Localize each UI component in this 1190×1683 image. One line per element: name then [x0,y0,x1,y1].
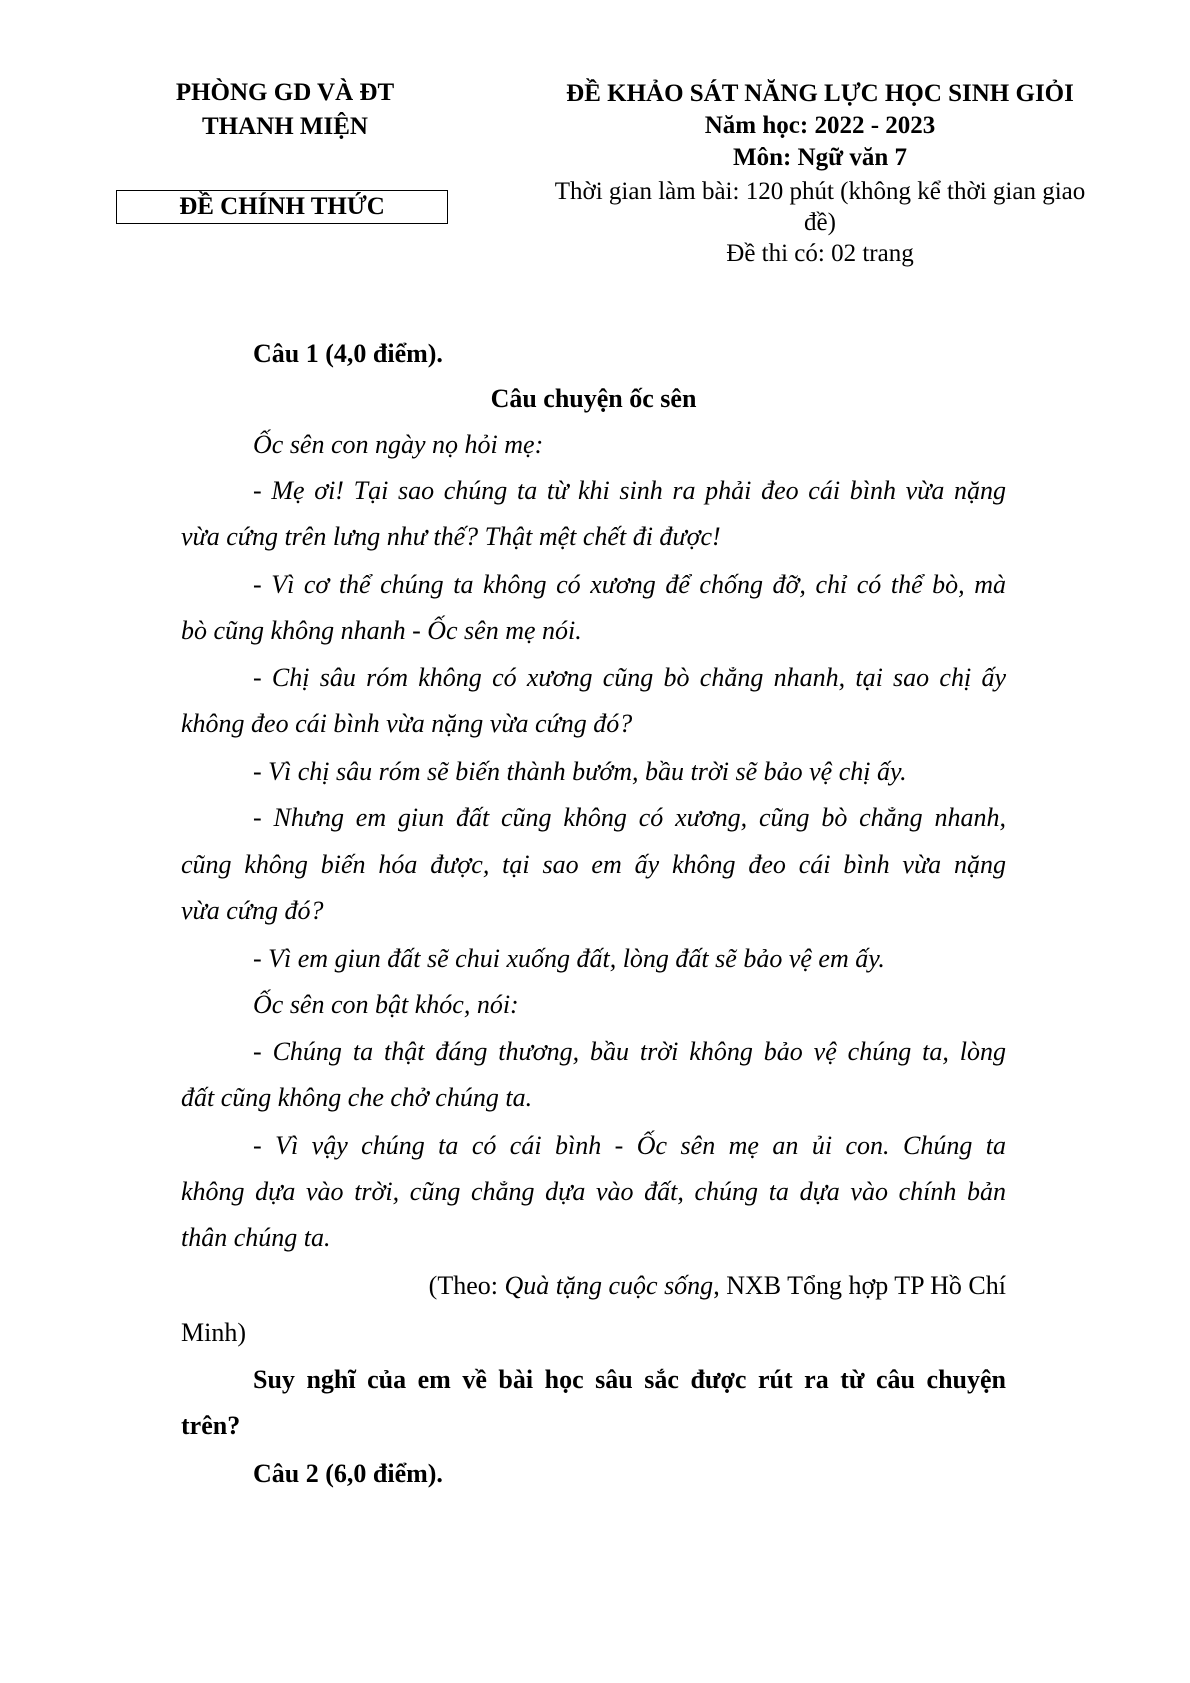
source-citation [181,1262,1006,1310]
story-line: Ốc sên con bật khóc, nói: [253,990,519,1019]
subject: Môn: Ngữ văn 7 [732,144,908,171]
source-prefix: (Theo: [428,1271,505,1300]
story-line: - Vì cơ thể chúng ta không có xương để chống đỡ, chỉ có thể bò, mà [253,570,1006,599]
story-title: Câu chuyện ốc sên [490,384,697,413]
source-book-title: Quà tặng cuộc sống [504,1271,714,1300]
district-name: THANH MIỆN [202,113,368,140]
question1-task-line2: trên? [181,1411,241,1440]
source-citation-line2: Minh) [181,1318,246,1347]
story-line: cũng không biến hóa được, tại sao em ấy không đeo cái bình vừa nặng [181,850,1006,879]
story-line: vừa cứng trên lưng như thế? Thật mệt chết đi được! [181,522,721,551]
story-line: - Mẹ ơi! Tại sao chúng ta từ khi sinh ra phải đeo cái bình vừa nặng [253,476,1006,505]
story-line: - Vì chị sâu róm sẽ biến thành bướm, bầu trời sẽ bảo vệ chị ấy. [253,757,907,786]
school-year: Năm học: 2022 - 2023 [704,112,936,139]
source-suffix: , NXB Tổng hợp TP Hồ Chí [713,1271,1006,1300]
story-line: - Vì em giun đất sẽ chui xuống đất, lòng đất sẽ bảo vệ em ấy. [253,944,885,973]
story-line: Ốc sên con ngày nọ hỏi mẹ: [253,430,544,459]
story-line: - Vì vậy chúng ta có cái bình - Ốc sên mẹ an ủi con. Chúng ta [253,1131,1006,1160]
story-line: bò cũng không nhanh - Ốc sên mẹ nói. [181,616,582,645]
story-line: - Nhưng em giun đất cũng không có xương, cũng bò chẳng nhanh, [253,803,1006,832]
time-allowed-line2: đề) [804,209,836,236]
time-allowed-line1: Thời gian làm bài: 120 phút (không kể thời gian giao [554,178,1086,205]
story-line: - Chúng ta thật đáng thương, bầu trời không bảo vệ chúng ta, lòng [253,1037,1006,1066]
exam-title: ĐỀ KHẢO SÁT NĂNG LỰC HỌC SINH GIỎI [566,80,1074,107]
story-line: đất cũng không che chở chúng ta. [181,1083,533,1112]
question1-heading: Câu 1 (4,0 điểm). [253,339,443,368]
department-name: PHÒNG GD VÀ ĐT [175,79,395,106]
story-line: - Chị sâu róm không có xương cũng bò chẳng nhanh, tại sao chị ấy [253,663,1006,692]
story-line: vừa cứng đó? [181,896,324,925]
question2-heading: Câu 2 (6,0 điểm). [253,1459,443,1488]
page-count: Đề thi có: 02 trang [726,240,914,267]
story-line: thân chúng ta. [181,1223,331,1252]
story-line: không đeo cái bình vừa nặng vừa cứng đó? [181,709,633,738]
question1-task-line1: Suy nghĩ của em về bài học sâu sắc được rút ra từ câu chuyện [253,1365,1006,1394]
story-line: không dựa vào trời, cũng chẳng dựa vào đất, chúng ta dựa vào chính bản [181,1177,1006,1206]
official-exam-box: ĐỀ CHÍNH THỨC [116,190,448,224]
